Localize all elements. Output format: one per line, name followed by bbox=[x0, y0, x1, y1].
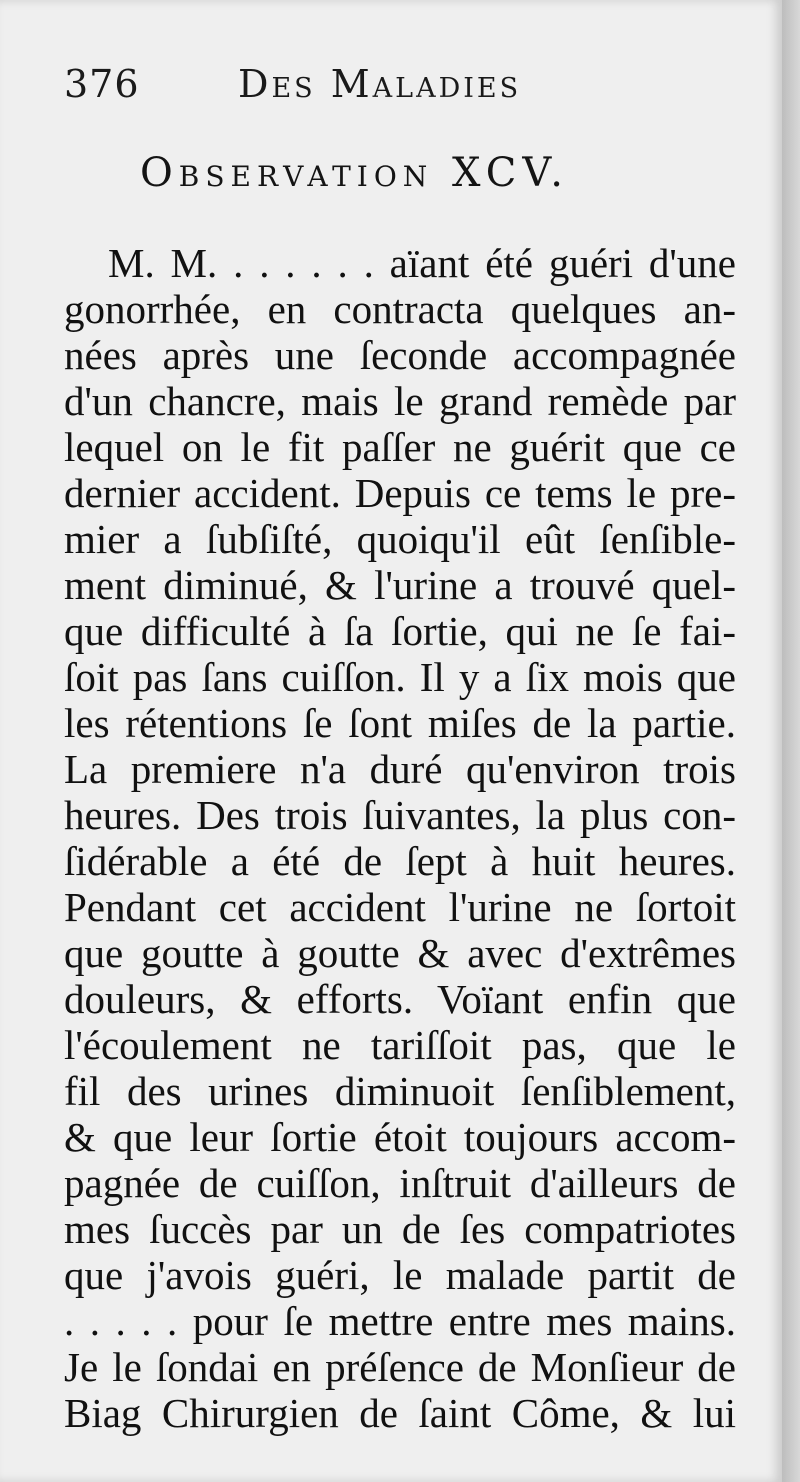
text-line: ment diminué, & l'urine a trouvé quel- bbox=[64, 562, 736, 608]
text-line: que goutte à goutte & avec d'extrêmes bbox=[64, 930, 736, 976]
text-line: M. M. . . . . . . aïant été guéri d'une bbox=[108, 240, 736, 286]
text-line: d'un chancre, mais le grand remède par bbox=[64, 378, 736, 424]
text-line: mier a ſubſiſté, quoiqu'il eût ſenſible- bbox=[64, 516, 736, 562]
running-title: Des Maladies bbox=[238, 62, 522, 106]
text-line: lequel on le fit paſſer ne guérit que ce bbox=[64, 424, 736, 470]
text-line: . . . . . pour ſe mettre entre mes mains. bbox=[64, 1298, 736, 1344]
text-line: douleurs, & efforts. Voïant enfin que bbox=[64, 976, 736, 1022]
text-line: gonorrhée, en contracta quelques an- bbox=[64, 286, 736, 332]
running-head bbox=[64, 62, 724, 112]
text-line: l'écoulement ne tariſſoit pas, que le bbox=[64, 1022, 736, 1068]
text-line: que difficulté à ſa ſortie, qui ne ſe fai- bbox=[64, 608, 736, 654]
text-line: ſidérable a été de ſept à huit heures. bbox=[64, 838, 736, 884]
body-text bbox=[64, 240, 736, 1436]
text-line: ſoit pas ſans cuiſſon. Il y a ſix mois que bbox=[64, 654, 736, 700]
text-line: & que leur ſortie étoit toujours accom- bbox=[64, 1114, 736, 1160]
observation-heading: Observation XCV. bbox=[140, 150, 569, 196]
text-line: Pendant cet accident l'urine ne ſortoit bbox=[64, 884, 736, 930]
text-line: Biag Chirurgien de ſaint Côme, & lui bbox=[64, 1390, 736, 1436]
text-line: heures. Des trois ſuivantes, la plus con- bbox=[64, 792, 736, 838]
text-line: dernier accident. Depuis ce tems le pre- bbox=[64, 470, 736, 516]
text-line: Je le ſondai en préſence de Monſieur de bbox=[64, 1344, 736, 1390]
text-line: nées après une ſeconde accompagnée bbox=[64, 332, 736, 378]
text-line: les rétentions ſe ſont miſes de la partie. bbox=[64, 700, 736, 746]
text-line: La premiere n'a duré qu'environ trois bbox=[64, 746, 736, 792]
page-gutter bbox=[782, 0, 800, 1482]
page-number: 376 bbox=[64, 62, 140, 106]
text-line: pagnée de cuiſſon, inſtruit d'ailleurs de bbox=[64, 1160, 736, 1206]
text-line: mes ſuccès par un de ſes compatriotes bbox=[64, 1206, 736, 1252]
text-line: fil des urines diminuoit ſenſiblement, bbox=[64, 1068, 736, 1114]
text-line: que j'avois guéri, le malade partit de bbox=[64, 1252, 736, 1298]
